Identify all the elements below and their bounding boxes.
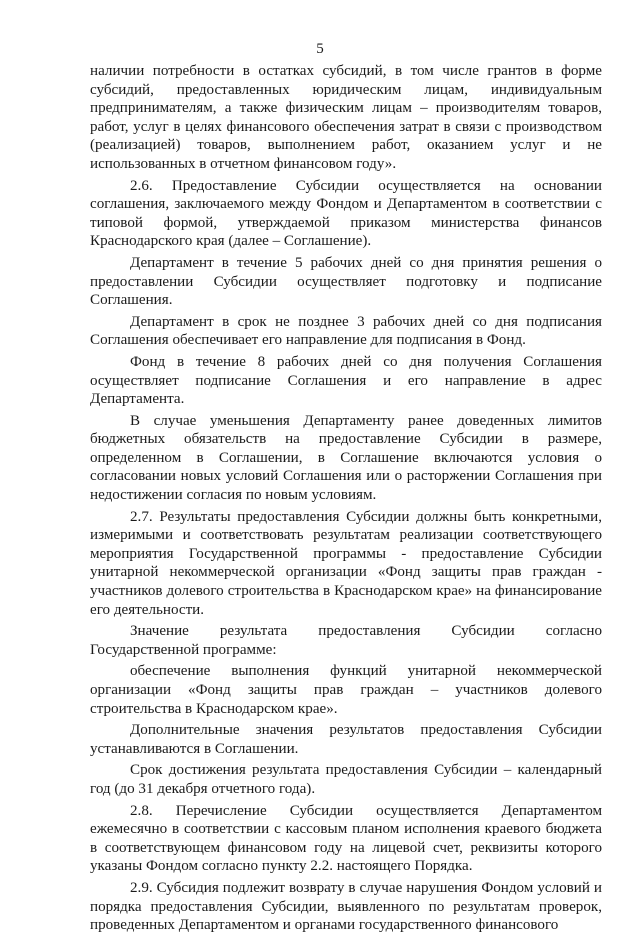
paragraph-fund-signing: Фонд в течение 8 рабочих дней со дня получения Соглашения осуществляет подписание Соглашения и его направление в адрес Департамента. (90, 353, 602, 408)
paragraph-result-item: обеспечение выполнения функций унитарной некоммерческой организации «Фонд защиты прав граждан – участников долевого строительства в Краснодарском крае». (90, 663, 602, 717)
paragraph-2-8: 2.8. Перечисление Субсидии осуществляется Департаментом ежемесячно в соответствии с кассовым планом исполнения краевого бюджета в соответствующем финансовом году на лицевой счет, реквизиты которого указаны Фондом согласно пункту 2.2. настоящего Порядка. (90, 802, 602, 875)
page-number: 5 (316, 41, 324, 57)
paragraph-agreement-sending: Департамент в срок не позднее 3 рабочих дней со дня подписания Соглашения обеспечивает его направление для подписания в Фонд. (90, 313, 602, 349)
paragraph-2-9: 2.9. Субсидия подлежит возврату в случае нарушения Фондом условий и порядка предоставления Субсидии, выявленного по результатам проверок, проведенных Департаментом и органами государственного финансового (90, 879, 602, 934)
paragraph-additional-values: Дополнительные значения результатов предоставления Субсидии устанавливаются в Соглашении. (90, 722, 602, 757)
paragraph-limits-reduction: В случае уменьшения Департаменту ранее доведенных лимитов бюджетных обязательств на предоставление Субсидии в размере, определенном в Соглашении, в Соглашение включаются условия о согласовании новых условий Соглашения или о расторжении Соглашения при недостижении согласия по новым условиям. (90, 412, 602, 504)
document-body (90, 62, 602, 938)
paragraph-2-7: 2.7. Результаты предоставления Субсидии должны быть конкретными, измеримыми и соответствовать результатам реализации соответствующего мероприятия Государственной программы - предоставление Субсидии унитарной некоммерческой организации «Фонд защиты прав граждан - участников долевого строительства в Краснодарском крае» на финансирование его деятельности. (90, 508, 602, 618)
paragraph-deadline: Срок достижения результата предоставления Субсидии – календарный год (до 31 декабря отчетного года). (90, 762, 602, 797)
paragraph-continuation: наличии потребности в остатках субсидий, в том числе грантов в форме субсидий, предоставленных юридическим лицам, индивидуальным предпринимателям, а также физическим лицам – производителям товаров, работ, услуг в целях финансового обеспечения затрат в связи с производством (реализацией) товаров, выполнением работ, оказанием услуг и не использованных в отчетном финансовом году». (90, 63, 602, 172)
paragraph-agreement-preparation: Департамент в течение 5 рабочих дней со дня принятия решения о предоставлении Субсидии осуществляет подготовку и подписание Соглашения. (90, 254, 602, 309)
paragraph-result-value: Значение результата предоставления Субсидии согласно Государственной программе: (90, 623, 602, 658)
paragraph-2-6: 2.6. Предоставление Субсидии осуществляется на основании соглашения, заключаемого между Фондом и Департаментом в соответствии с типовой формой, утверждаемой приказом министерства финансов Краснодарского края (далее – Соглашение). (90, 177, 602, 250)
